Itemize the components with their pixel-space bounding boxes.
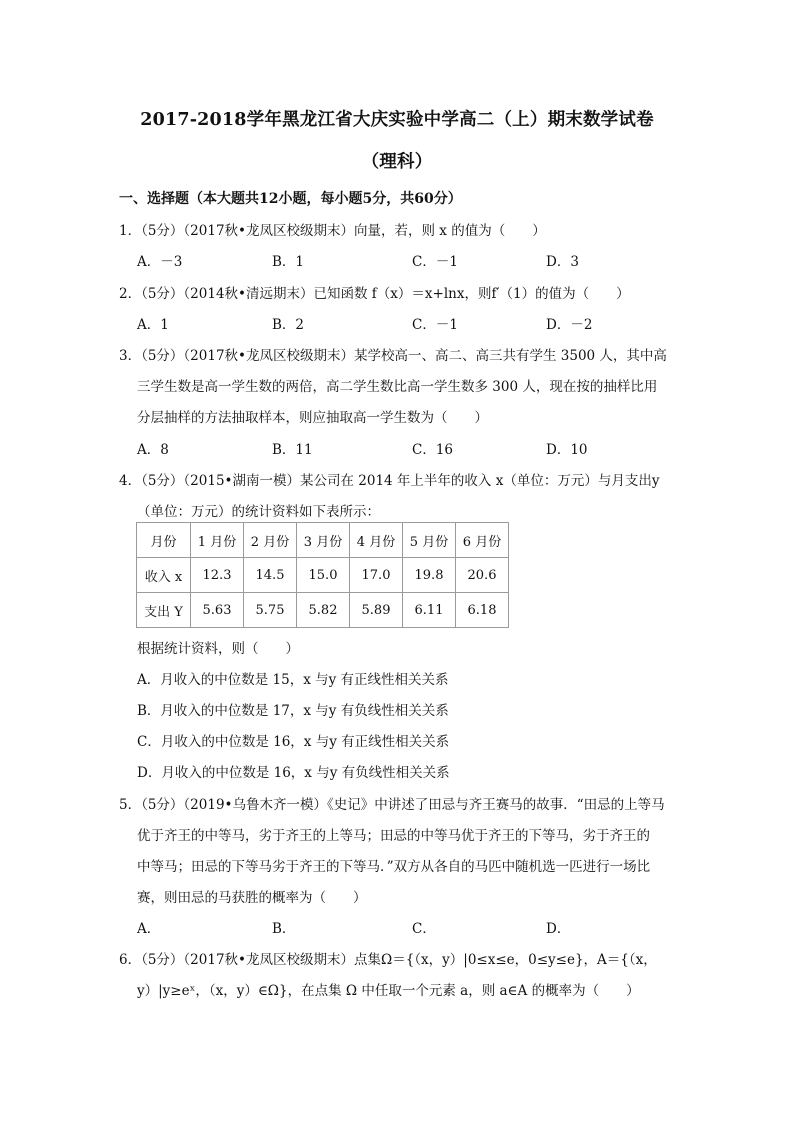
table-cell: 5.82 [297,593,350,628]
q5-option-a: A． [137,921,161,937]
table-cell: 收入 x [137,558,191,593]
q2-option-b: B．2 [272,317,305,333]
q3-option-c: C．16 [412,442,454,458]
table-cell: 5 月份 [403,523,456,558]
q1-option-b: B．1 [272,254,305,270]
table-cell: 6.11 [403,593,456,628]
section-heading: 一、选择题（本大题共12小题，每小题5分，共60分） [119,191,462,207]
question-2: 2．（5分）（2014秋•清远期末）已知函数 f（x）＝x+lnx，则f′（1）的值为（ ） [119,286,630,302]
q4-option-b: B．月收入的中位数是 17，x 与y 有负线性相关关系 [137,703,449,719]
table-cell: 17.0 [350,558,403,593]
q2-option-a: A．1 [137,317,169,333]
q2-option-c: C．－1 [412,317,458,333]
q3-option-d: D．10 [546,442,588,458]
question-3-line-3: 分层抽样的方法抽取样本，则应抽取高一学生数为（ ） [137,410,488,426]
title-line-1: 2017-2018学年黑龙江省大庆实验中学高二（上）期末数学试卷 [140,110,654,130]
q4-option-c: C．月收入的中位数是 16，x 与y 有正线性相关关系 [137,734,450,750]
question-3-line-1: 3．（5分）（2017秋•龙凤区校级期末）某学校高一、高二、高三共有学生 3500 人，其中高 [119,348,667,364]
table-cell: 14.5 [244,558,297,593]
table-cell: 12.3 [191,558,244,593]
table-cell: 6.18 [456,593,509,628]
table-cell: 5.63 [191,593,244,628]
table-row [137,558,509,593]
table-cell: 5.89 [350,593,403,628]
q1-option-d: D．3 [546,254,579,270]
question-6-line-1: 6．（5分）（2017秋•龙凤区校级期末）点集Ω＝{（x，y）|0≤x≤e，0≤y≤e}，A＝{（x， [119,952,657,968]
q2-option-d: D．－2 [546,317,593,333]
question-6-line-2: y）|y≥eˣ，（x，y）∈Ω}，在点集 Ω 中任取一个元素 a，则 a∈A 的概率为（ ） [137,983,640,999]
table-cell: 6 月份 [456,523,509,558]
question-5-line-4: 赛，则田忌的马获胜的概率为（ ） [137,890,367,906]
question-3-line-2: 三学生数是高一学生数的两倍，高二学生数比高一学生数多 300 人，现在按的抽样比用 [137,379,658,395]
title-line-2: （理科） [361,152,433,172]
question-4-line-2: （单位：万元）的统计资料如下表所示： [137,504,380,520]
question-5-line-2: 优于齐王的中等马，劣于齐王的上等马；田忌的中等马优于齐王的下等马，劣于齐王的 [137,828,650,844]
q5-option-d: D． [546,921,571,937]
table-header-row [137,523,509,558]
table-cell: 5.75 [244,593,297,628]
q1-option-c: C．－1 [412,254,458,270]
question-5-line-3: 中等马；田忌的下等马劣于齐王的下等马．”双方从各自的马匹中随机选一匹进行一场比 [137,859,651,875]
statistics-table [136,522,509,628]
q5-option-b: B． [272,921,296,937]
question-1: 1．（5分）（2017秋•龙凤区校级期末）向量，若，则 x 的值为（ ） [119,223,546,239]
q4-option-d: D．月收入的中位数是 16，x 与y 有负线性相关关系 [137,765,450,781]
table-row [137,593,509,628]
table-cell: 20.6 [456,558,509,593]
q4-option-a: A．月收入的中位数是 15，x 与y 有正线性相关关系 [137,672,449,688]
question-5-line-1: 5．（5分）（2019•乌鲁木齐一模）《史记》中讲述了田忌与齐王赛马的故事．“田忌的上等马 [119,797,665,813]
table-cell: 2 月份 [244,523,297,558]
table-cell: 19.8 [403,558,456,593]
table-cell: 4 月份 [350,523,403,558]
table-cell: 支出 Y [137,593,191,628]
question-4-prompt: 根据统计资料，则（ ） [137,641,299,657]
table-cell: 3 月份 [297,523,350,558]
q1-option-a: A．－3 [137,254,183,270]
q5-option-c: C． [412,921,436,937]
table-cell: 15.0 [297,558,350,593]
table-cell: 月份 [137,523,191,558]
table-cell: 1 月份 [191,523,244,558]
question-4-line-1: 4．（5分）（2015•湖南一模）某公司在 2014 年上半年的收入 x（单位：万元）与月支出y [119,473,660,489]
q3-option-a: A．8 [137,442,169,458]
q3-option-b: B．11 [272,442,313,458]
